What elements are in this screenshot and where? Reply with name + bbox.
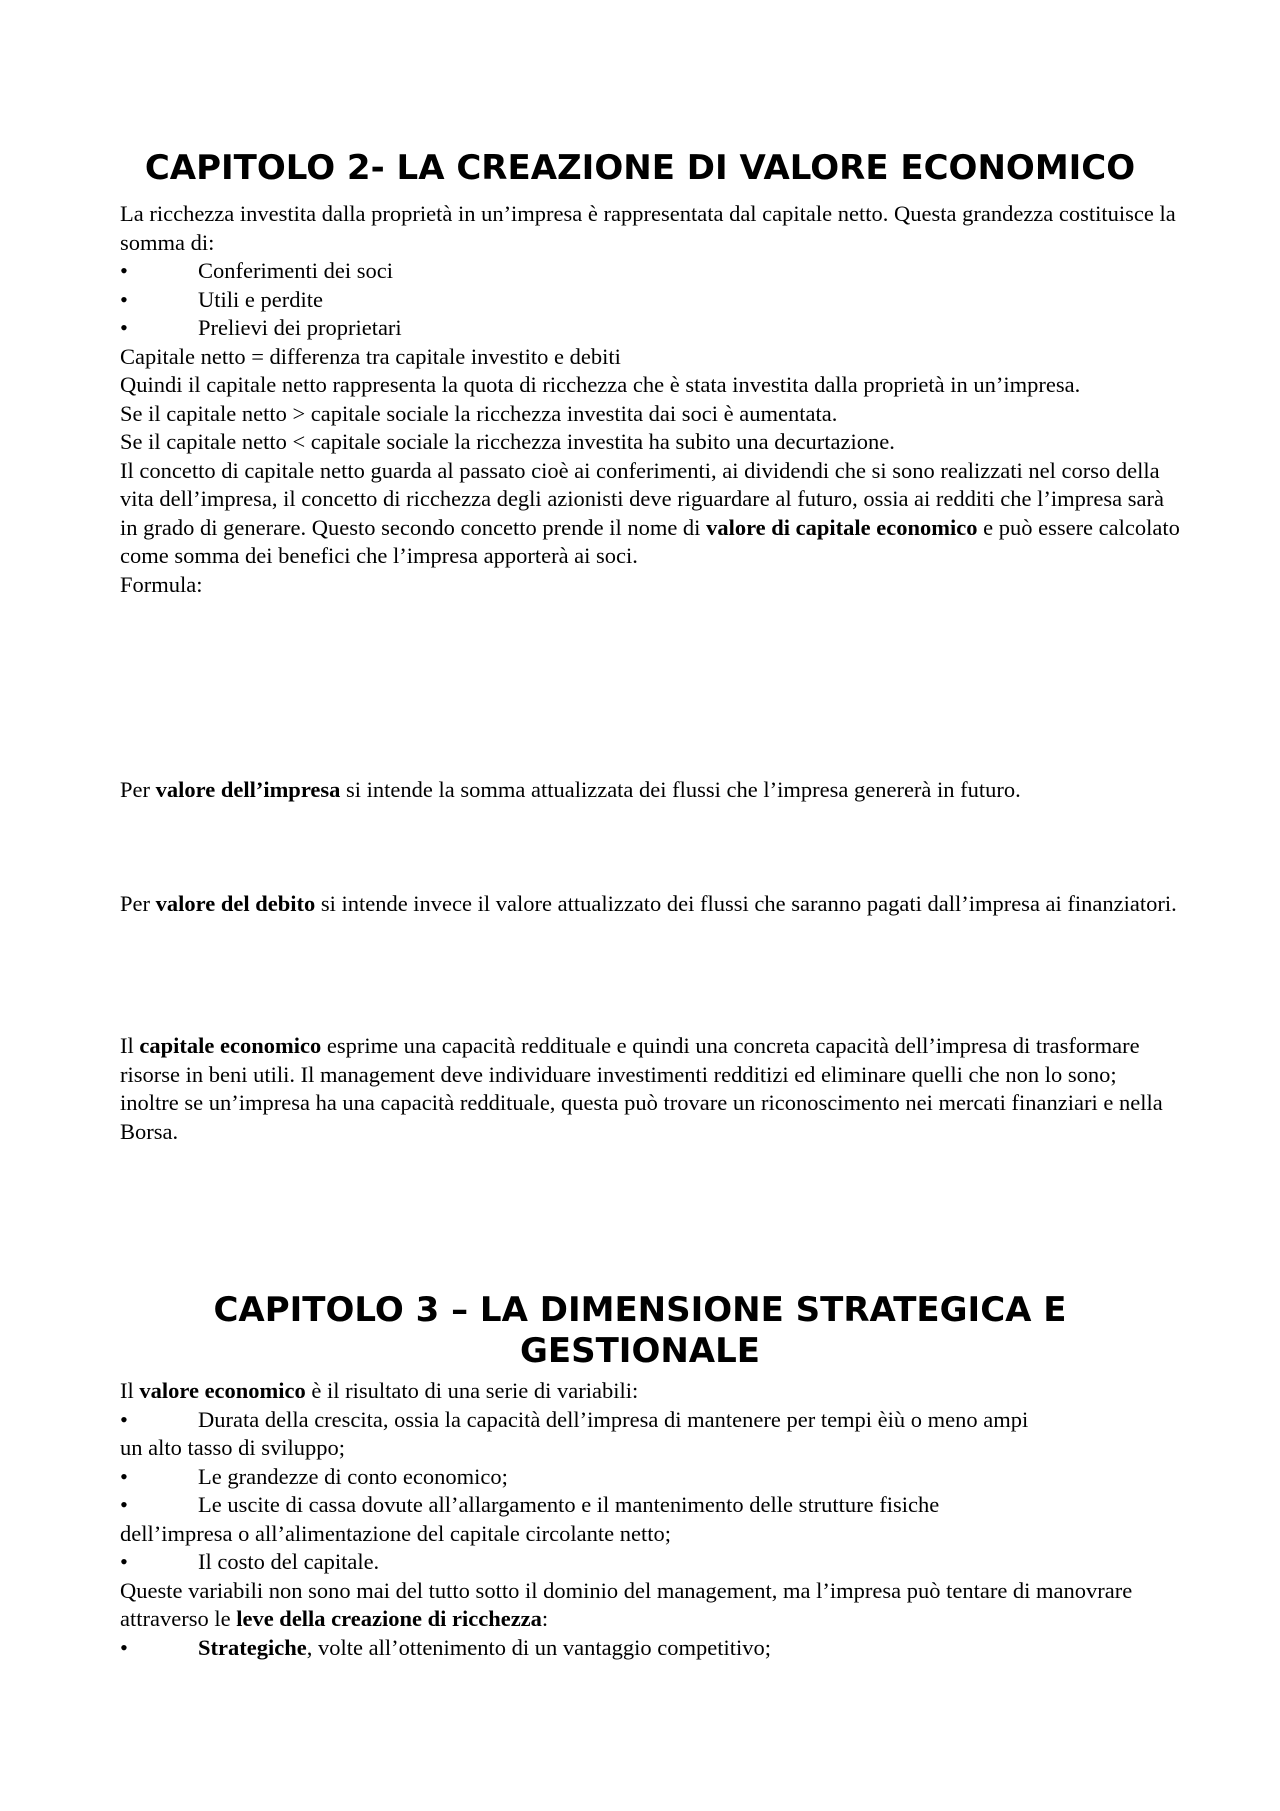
capitale-netto-line: Capitale netto = differenza tra capitale investito e debiti [120, 343, 621, 369]
list-item-text: Il costo del capitale. [198, 1549, 380, 1574]
chapter-2-body [120, 200, 1180, 599]
list-item [120, 1634, 1180, 1663]
valore-impresa-paragraph [120, 776, 1180, 805]
text-run: Il [120, 1033, 140, 1058]
chapter-3-body [120, 1377, 1180, 1662]
bullet-glyph: • [120, 1634, 128, 1660]
concetto-paragraph [120, 457, 1180, 571]
list-item-text: dell’impresa o all’alimentazione del capitale circolante netto; [120, 1520, 671, 1546]
text-run: Il [120, 1378, 140, 1403]
list-item [120, 1406, 1180, 1463]
bold-term: leve della creazione di ricchezza [236, 1606, 542, 1631]
list-item-text: , volte all’ottenimento di un vantaggio competitivo; [306, 1634, 772, 1660]
bold-term: valore dell’impresa [155, 777, 341, 802]
text-run: Queste variabili non sono mai del tutto sotto il dominio del management, ma l’impresa può tentare di manovrare attraverso le [120, 1577, 1133, 1631]
list-item-text: Conferimenti dei soci [198, 258, 393, 283]
se-aumentata-line: Se il capitale netto > capitale sociale la ricchezza investita dai soci è aumentata. [120, 400, 838, 426]
list-item [120, 1491, 1180, 1548]
list-item [120, 257, 1180, 286]
text-run: si intende la somma attualizzata dei flussi che l’impresa genererà in futuro. [340, 777, 1021, 802]
chapter-3-title [120, 1290, 1160, 1372]
text-run: e può essere calcolato come somma dei benefici che l’impresa apporterà ai soci. [120, 514, 1180, 568]
list-item [120, 314, 1180, 343]
valore-debito-paragraph [120, 890, 1180, 919]
text-run: è il risultato di una serie di variabili: [305, 1378, 639, 1403]
bullet-glyph: • [120, 1492, 128, 1517]
capitale-economico-paragraph [120, 1032, 1180, 1146]
text-run: Il concetto di capitale netto guarda al passato cioè ai conferimenti, ai dividendi che si sono realizzati nel corso della vita dell’impresa, il concetto di ricchezza degli azionisti deve riguardare al futuro, ossia ai redditi che l’impresa sarà in grado di generare. Questo secondo concetto prende il nome di [120, 457, 1164, 540]
list-item-text: Le grandezze di conto economico; [198, 1463, 508, 1489]
list-item [120, 286, 1180, 315]
list-item-text: un alto tasso di sviluppo; [120, 1435, 345, 1460]
title-line: GESTIONALE [519, 1331, 761, 1371]
bullet-glyph: • [120, 1406, 128, 1432]
bold-term: valore economico [139, 1378, 306, 1403]
list-item-text: Le uscite di cassa dovute all’allargamento e il mantenimento delle strutture fisiche [198, 1492, 940, 1517]
text-run: : [541, 1606, 549, 1631]
text-run: Per [120, 777, 156, 802]
chapter-2-title: CAPITOLO 2- LA CREAZIONE DI VALORE ECONOMICO [144, 148, 1136, 188]
title-line: CAPITOLO 3 – LA DIMENSIONE STRATEGICA E [213, 1290, 1067, 1330]
bold-term: valore del debito [155, 891, 316, 916]
quindi-paragraph: Quindi il capitale netto rappresenta la quota di ricchezza che è stata investita dalla proprietà in un’impresa. [120, 372, 1081, 397]
text-run: esprime una capacità reddituale e quindi una concreta capacità dell’impresa di trasformare risorse in beni utili. Il management deve individuare investimenti redditizi ed eliminare quelli che non lo sono; inoltre se un’impresa ha una capacità reddituale, questa può trovare un riconoscimento nei mercati finanziari e nella Borsa. [120, 1033, 1163, 1144]
bullet-glyph: • [120, 315, 128, 340]
list-item-text: Prelievi dei proprietari [198, 315, 402, 340]
list-item-text: Durata della crescita, ossia la capacità dell’impresa di mantenere per tempi èiù o meno ampi [198, 1406, 1029, 1432]
list-item-text: Utili e perdite [198, 286, 323, 312]
list-item [120, 1463, 1180, 1492]
bold-term: Strategiche [198, 1634, 307, 1660]
bullet-glyph: • [120, 286, 128, 312]
bold-term: valore di capitale economico [706, 514, 978, 540]
bold-term: capitale economico [139, 1033, 322, 1058]
text-run: Per [120, 891, 156, 916]
bullet-glyph: • [120, 1549, 128, 1574]
bullet-glyph: • [120, 258, 128, 283]
bullet-glyph: • [120, 1463, 128, 1489]
intro-paragraph [120, 1377, 1180, 1406]
text-run: si intende invece il valore attualizzato dei flussi che saranno pagati dall’impresa ai finanziatori. [315, 891, 1177, 916]
leve-paragraph [120, 1577, 1180, 1634]
list-item [120, 1548, 1180, 1577]
formula-label: Formula: [120, 571, 203, 597]
se-decurtazione-line: Se il capitale netto < capitale sociale la ricchezza investita ha subito una decurtazione. [120, 429, 895, 454]
intro-paragraph: La ricchezza investita dalla proprietà in un’impresa è rappresentata dal capitale netto. Questa grandezza costituisce la somma di: [120, 201, 1176, 255]
